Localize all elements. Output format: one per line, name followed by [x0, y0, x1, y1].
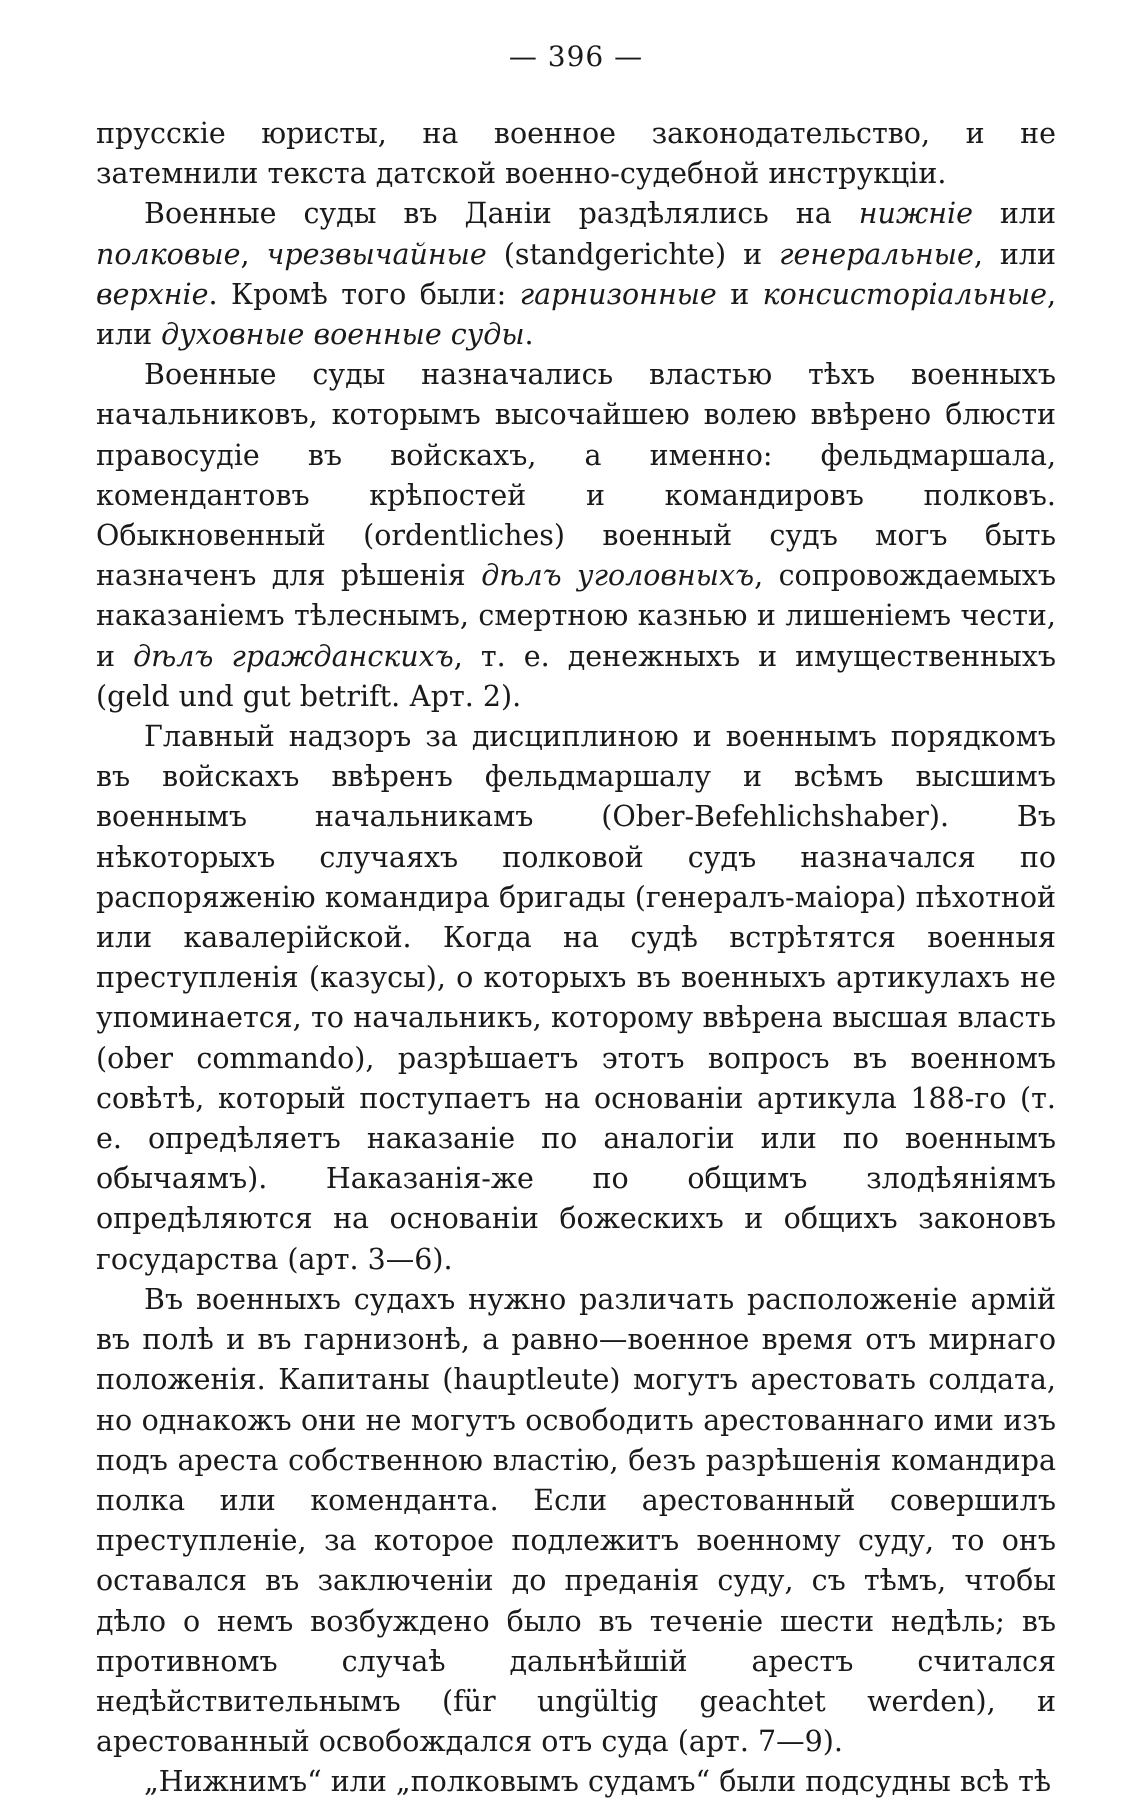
text-run: , сопровождаемыхъ наказаніемъ тѣлеснымъ, смертною казнью и лишеніемъ чести, и — [96, 559, 1056, 673]
italic-term: нижніе — [858, 197, 973, 231]
text-run: , или — [96, 277, 1056, 352]
text-run: „Нижнимъ“ или „полковымъ судамъ“ были подсудны всѣ тѣ — [144, 1765, 1052, 1799]
paragraph — [96, 114, 1056, 194]
italic-term: генеральные — [779, 237, 974, 271]
italic-term: чрезвычайные — [266, 237, 487, 271]
text-run: . — [524, 318, 534, 352]
italic-term: полковые — [96, 237, 241, 271]
paragraph — [96, 194, 1056, 355]
text-run: , — [240, 237, 267, 271]
text-run: или — [972, 197, 1056, 231]
italic-term: дѣлъ гражданскихъ — [133, 639, 454, 673]
text-run: (standgerichte) и — [486, 237, 780, 271]
text-run: , или — [973, 237, 1056, 271]
text-run: , т. е. денежныхъ и имущественныхъ (geld und gut betrift. Арт. 2). — [96, 639, 1056, 713]
text-body — [96, 114, 1056, 1803]
paragraph — [96, 1280, 1056, 1762]
paragraph — [96, 1762, 1056, 1802]
text-run: и — [716, 277, 763, 311]
text-run: Главный надзоръ за дисциплиною и военнымъ порядкомъ въ войскахъ ввѣренъ фельдмаршалу и всѣмъ высшимъ военнымъ начальникамъ (Ober-Befehlichshaber). Въ нѣкоторыхъ случаяхъ полковой судъ назначался по распоряженію командира бригады (генералъ-маіора) пѣхотной или кавалерійской. Когда на судѣ встрѣтятся военныя преступленія (казусы), о которыхъ въ военныхъ артикулахъ не упоминается, то начальникъ, которому ввѣрена высшая власть (ober commando), разрѣшаетъ этотъ вопросъ въ военномъ совѣтѣ, который поступаетъ на основаніи артикула 188-го (т. е. опредѣляетъ наказаніе по аналогіи или по военнымъ обычаямъ). Наказанія-же по общимъ злодѣяніямъ опредѣляются на основаніи божескихъ и общихъ законовъ государства (арт. 3—6). — [96, 720, 1056, 1276]
text-run: Военные суды назначались властью тѣхъ военныхъ начальниковъ, которымъ высочайшею волею ввѣрено блюсти правосудіе въ войскахъ, а именно: фельдмаршала, комендантовъ крѣпостей и командировъ полковъ. Обыкновенный (ordentliches) военный судъ могъ быть назначенъ для рѣшенія — [96, 358, 1056, 593]
text-run: прусскіе юристы, на военное законодательство, и не затемнили текста датской военно-судебной инструкціи. — [96, 117, 1056, 191]
italic-term: духовные военные суды — [161, 318, 525, 352]
italic-term: дѣлъ уголовныхъ — [481, 559, 755, 593]
paragraph — [96, 717, 1056, 1280]
italic-term: гарнизонные — [519, 277, 717, 311]
text-run: Военные суды въ Даніи раздѣлялись на — [144, 197, 859, 231]
text-run: Въ военныхъ судахъ нужно различать расположеніе армій въ полѣ и въ гарнизонѣ, а равно—военное время отъ мирнаго положенія. Капитаны (hauptleute) могутъ арестовать солдата, но однакожъ они не могутъ освободить арестованнаго ими изъ подъ ареста собственною властію, безъ разрѣшенія командира полка или коменданта. Если арестованный совершилъ преступленіе, за которое подлежитъ военному суду, то онъ оставался въ заключеніи до преданія суду, съ тѣмъ, чтобы дѣло о немъ возбуждено было въ теченіе шести недѣль; въ противномъ случаѣ дальнѣйшій арестъ считался недѣйствительнымъ (für ungültig geachtet werden), и арестованный освобождался отъ суда (арт. 7—9). — [96, 1282, 1056, 1759]
paragraph — [96, 355, 1056, 717]
book-page — [96, 40, 1056, 1803]
text-run: . Кромѣ того были: — [208, 277, 520, 311]
page-number: — 396 — — [508, 40, 644, 73]
italic-term: консисторіальные — [762, 277, 1047, 311]
italic-term: верхніе — [96, 277, 209, 311]
